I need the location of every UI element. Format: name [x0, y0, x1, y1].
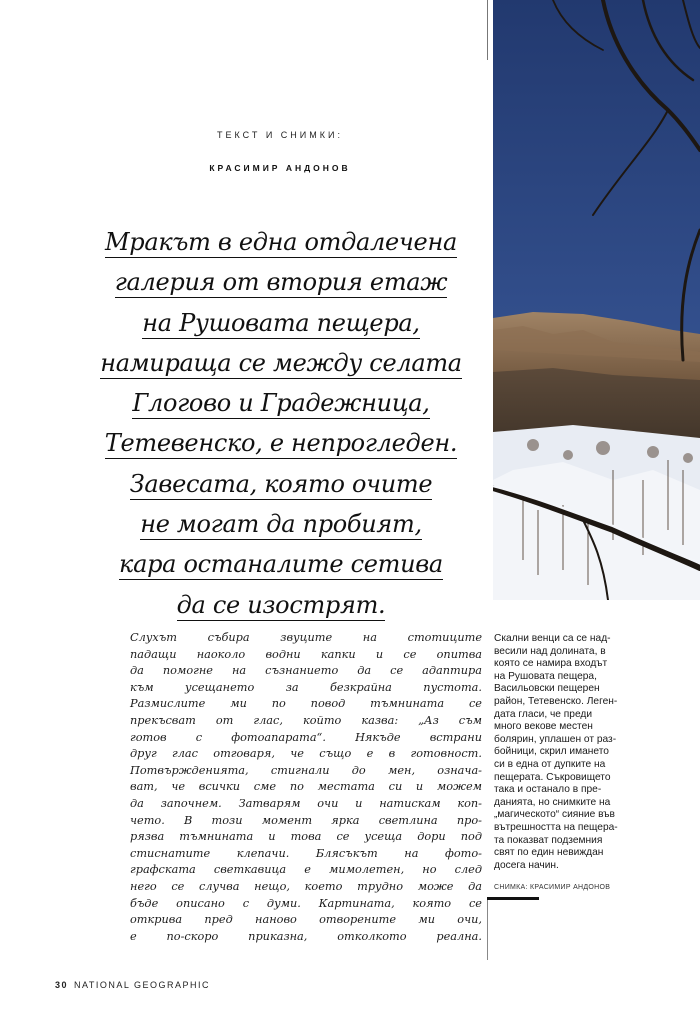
body-line: готов с фотоапарата“. Някъде встрани	[130, 730, 482, 744]
caption-line: така и останало в пре-	[494, 784, 602, 796]
body-line: е по-скоро приказна, отколкото реална.	[130, 929, 482, 943]
lead-line: Завесата, която очите	[129, 469, 433, 498]
landscape-photo	[493, 0, 700, 600]
magazine-name: NATIONAL GEOGRAPHIC	[74, 980, 211, 990]
lead-line: не могат да пробият,	[140, 510, 422, 539]
page-number: 30	[55, 980, 69, 990]
caption-line: Васильовски пещерен	[494, 683, 600, 695]
winter-cliff-image	[493, 0, 700, 600]
photo-credit: СНИМКА: КРАСИМИР АНДОНОВ	[494, 884, 611, 891]
caption-line: та показват подземния	[494, 834, 603, 846]
caption-line: район, Тетевенско. Леген-	[494, 695, 618, 707]
body-line: него се случва нещо, което трудно може да	[130, 879, 482, 893]
body-line: към усещането за безкрайна пустота.	[130, 680, 482, 694]
caption-line: си в една от дупките на	[494, 758, 606, 770]
body-line: друг глас отговаря, че също е в готовност.	[130, 747, 482, 761]
body-line: Потвържденията, стигнали до мен, означа-	[130, 763, 482, 777]
body-line: рязва тъмнината и това се усеща дори под	[130, 830, 482, 844]
lead-line: Глогово и Градежница,	[132, 389, 430, 418]
caption-rule	[487, 897, 539, 900]
body-line: да започнем. Затварям очи и натискам коп-	[130, 796, 482, 810]
body-line: графската светкавица е мимолетен, но след	[130, 863, 482, 877]
lead-line: да се изострят.	[176, 590, 386, 619]
column-divider	[487, 0, 488, 60]
caption-line: вътрешността на пещера-	[494, 821, 618, 833]
body-paragraph	[130, 630, 482, 945]
lead-paragraph	[82, 222, 480, 625]
caption-line: която се намира входът	[494, 658, 608, 670]
caption-line: на Рушовата пещера,	[494, 670, 597, 682]
lead-line: кара останалите сетива	[119, 550, 443, 579]
photo-caption	[494, 633, 694, 872]
body-line: чето. В този момент ярка светлина про-	[130, 813, 482, 827]
body-line: Размислите ми по повод тъмнината се	[130, 697, 482, 711]
caption-line: данията, но снимките на	[494, 796, 611, 808]
body-line: падащи наоколо водни капки и се опитва	[130, 647, 482, 661]
body-line: ват, че всички сме по местата си и можем	[130, 780, 482, 794]
caption-line: много векове местен	[494, 721, 593, 733]
caption-line: досега начин.	[494, 859, 559, 871]
caption-line: Скални венци са се над-	[494, 633, 611, 644]
body-line: открива пред наново отворените ми очи,	[130, 913, 482, 927]
caption-line: дата гласи, че преди	[494, 708, 593, 720]
body-line: бъде описано с думи. Картината, която се	[130, 896, 482, 910]
caption-line: бойници, скрил имането	[494, 746, 609, 758]
lead-line: Тетевенско, е непрогледен.	[104, 429, 458, 458]
credit-author: КРАСИМИР АНДОНОВ	[209, 163, 351, 173]
caption-rule-vertical	[487, 900, 488, 960]
body-line: Слухът събира звуците на стотиците	[130, 631, 482, 644]
caption-line: весили над долината, в	[494, 645, 606, 657]
body-line: да помогне на съзнанието да се адаптира	[130, 664, 482, 678]
lead-line: Мракът в една отдалечена	[105, 228, 457, 256]
body-line: стиснатите клепачи. Блясъкът на фото-	[130, 846, 482, 860]
lead-line: на Рушовата пещера,	[142, 308, 420, 337]
caption-line: болярин, уплашен от раз-	[494, 733, 617, 745]
page-footer	[55, 980, 210, 990]
caption-line: свят по един невиждан	[494, 847, 604, 859]
credit-label: ТЕКСТ И СНИМКИ:	[217, 130, 343, 140]
caption-line: „магическото“ сияние във	[494, 809, 615, 821]
lead-line: намираща се между селата	[100, 348, 462, 377]
lead-line: галерия от втория етаж	[114, 268, 448, 297]
caption-line: пещерата. Съкровището	[494, 771, 611, 783]
body-line: прекъсват от глас, който казва: „Аз съм	[130, 713, 482, 727]
